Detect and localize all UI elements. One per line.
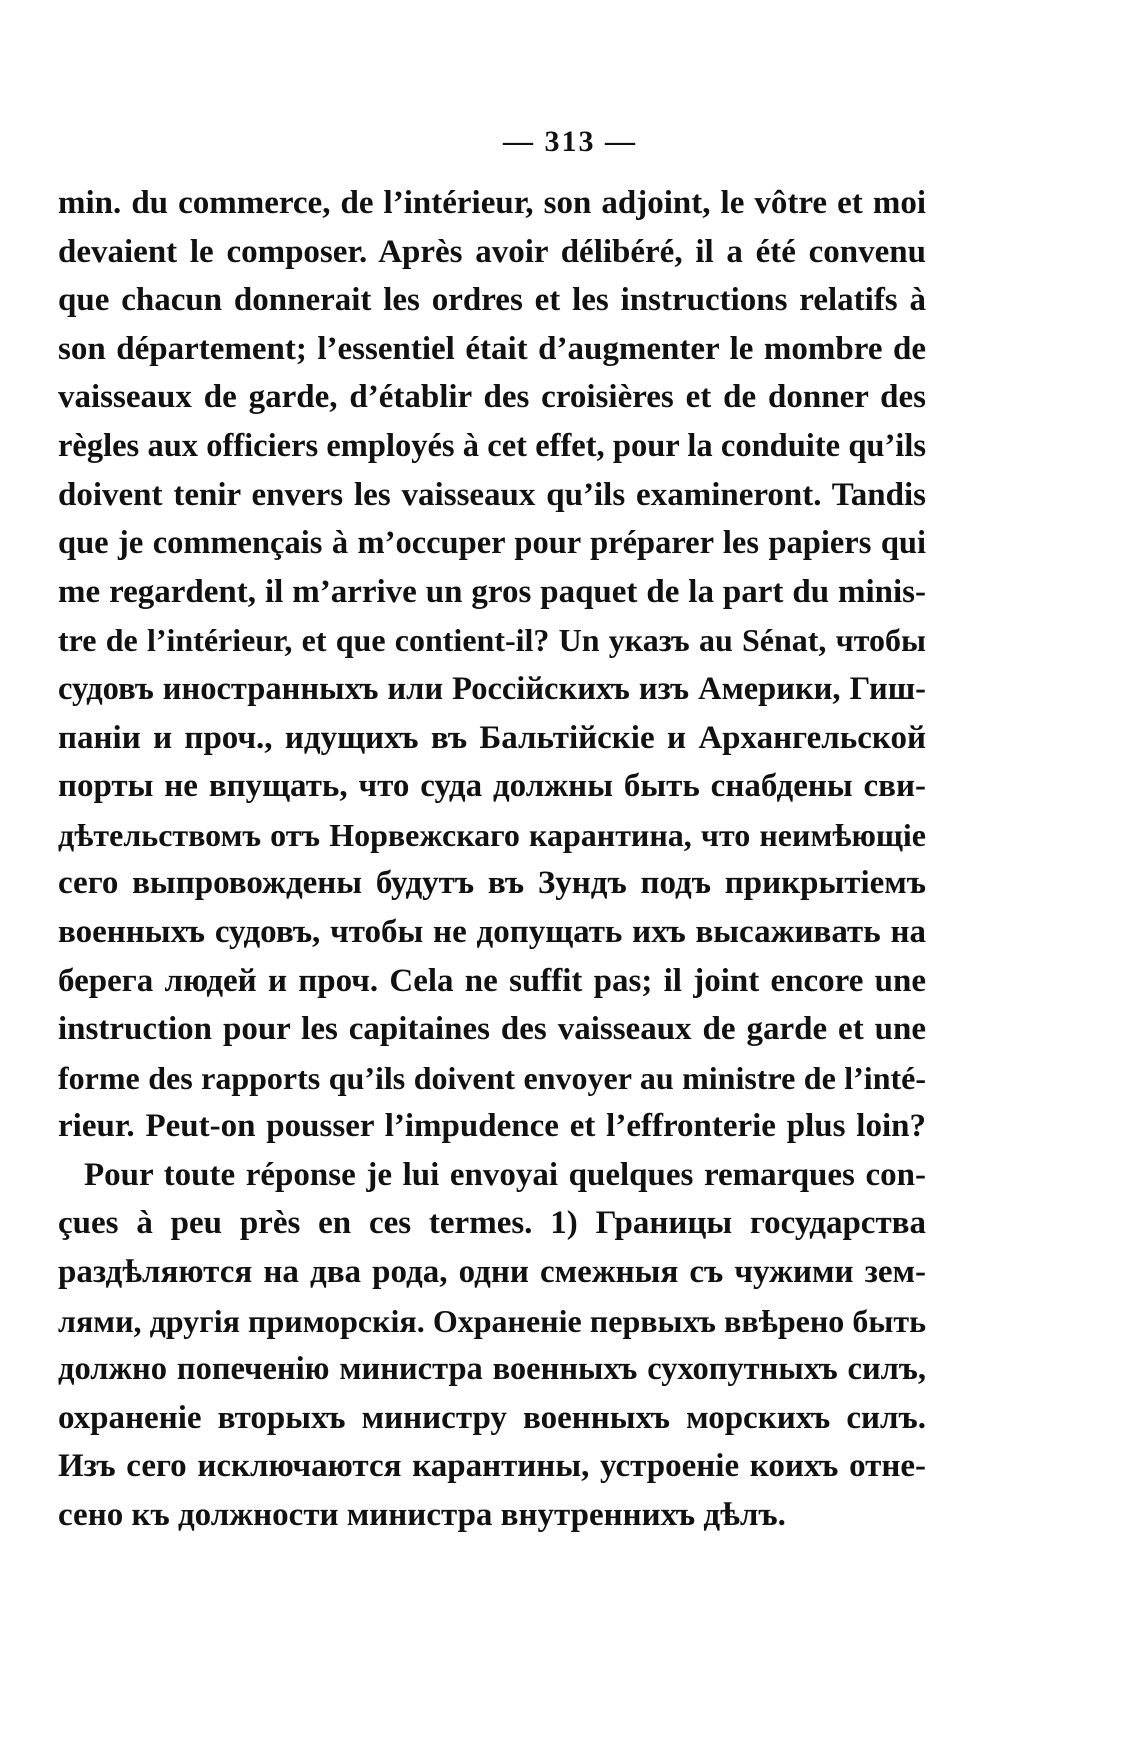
text-line: tre de l’intérieur, et que contient-il? Un указъ au Sénat, чтобы [58,622,926,659]
text-line: паніи и проч., идущихъ въ Бальтійскіе и Архангельской [58,719,926,756]
text-line: doivent tenir envers les vaisseaux qu’ils examineront. Tandis [58,476,926,513]
text-line: min. du commerce, de l’intérieur, son adjoint, le vôtre et moi [58,185,926,221]
text-line: берега людей и проч. Cela ne suffit pas; il joint encore une [58,962,926,999]
text-line: дѣтельствомъ отъ Норвежскаго карантина, что неимѣющіе [58,816,926,853]
text-line: лями, другія приморскія. Охраненіе первыхъ ввѣрено быть [58,1302,926,1339]
text-line: règles aux officiers employés à cet effet, pour la conduite qu’ils [58,427,926,464]
text-line: instruction pour les capitaines des vaisseaux de garde et une [58,1011,926,1048]
page-number: — 313 — [503,125,637,158]
text-line: должно попеченію министра военныхъ сухопутныхъ силъ, [58,1351,926,1388]
text-line: vaisseaux de garde, d’établir des croisières et de donner des [58,379,926,416]
paragraph-start-line: Pour toute réponse je lui envoyai quelques remarques con- [84,1156,926,1193]
text-line: Изъ сего исключаются карантины, устроеніе коихъ отне- [58,1448,926,1485]
body-text [58,179,926,1540]
text-line: rieur. Peut-on pousser l’impudence et l’effronterie plus loin? [58,1108,926,1145]
text-line: devaient le composer. Après avoir délibéré, il a été convenu [58,233,926,270]
text-line: que je commençais à m’occuper pour préparer les papiers qui [58,525,926,562]
text-line: son département; l’essentiel était d’augmenter le mombre de [58,330,926,367]
text-line: forme des rapports qu’ils doivent envoyer au ministre de l’inté- [58,1059,926,1096]
text-line: раздѣляются на два рода, одни смежныя съ чужими зем- [58,1254,926,1291]
text-line: сего выпровождены будутъ въ Зундъ подъ прикрытіемъ [58,865,926,902]
text-line: сено къ должности министра внутреннихъ дѣлъ. [58,1497,786,1534]
text-line: судовъ иностранныхъ или Россійскихъ изъ Америки, Гиш- [58,670,926,707]
text-line: охраненіе вторыхъ министру военныхъ морскихъ силъ. [58,1399,926,1436]
text-line: que chacun donnerait les ordres et les instructions relatifs à [58,282,926,319]
text-line: порты не впущать, что суда должны быть снабдены сви- [58,768,926,805]
text-line: военныхъ судовъ, чтобы не допущать ихъ высаживать на [58,913,926,950]
text-line: me regardent, il m’arrive un gros paquet de la part du minis- [58,573,926,610]
text-line: çues à peu près en ces termes. 1) Границы государства [58,1205,926,1242]
